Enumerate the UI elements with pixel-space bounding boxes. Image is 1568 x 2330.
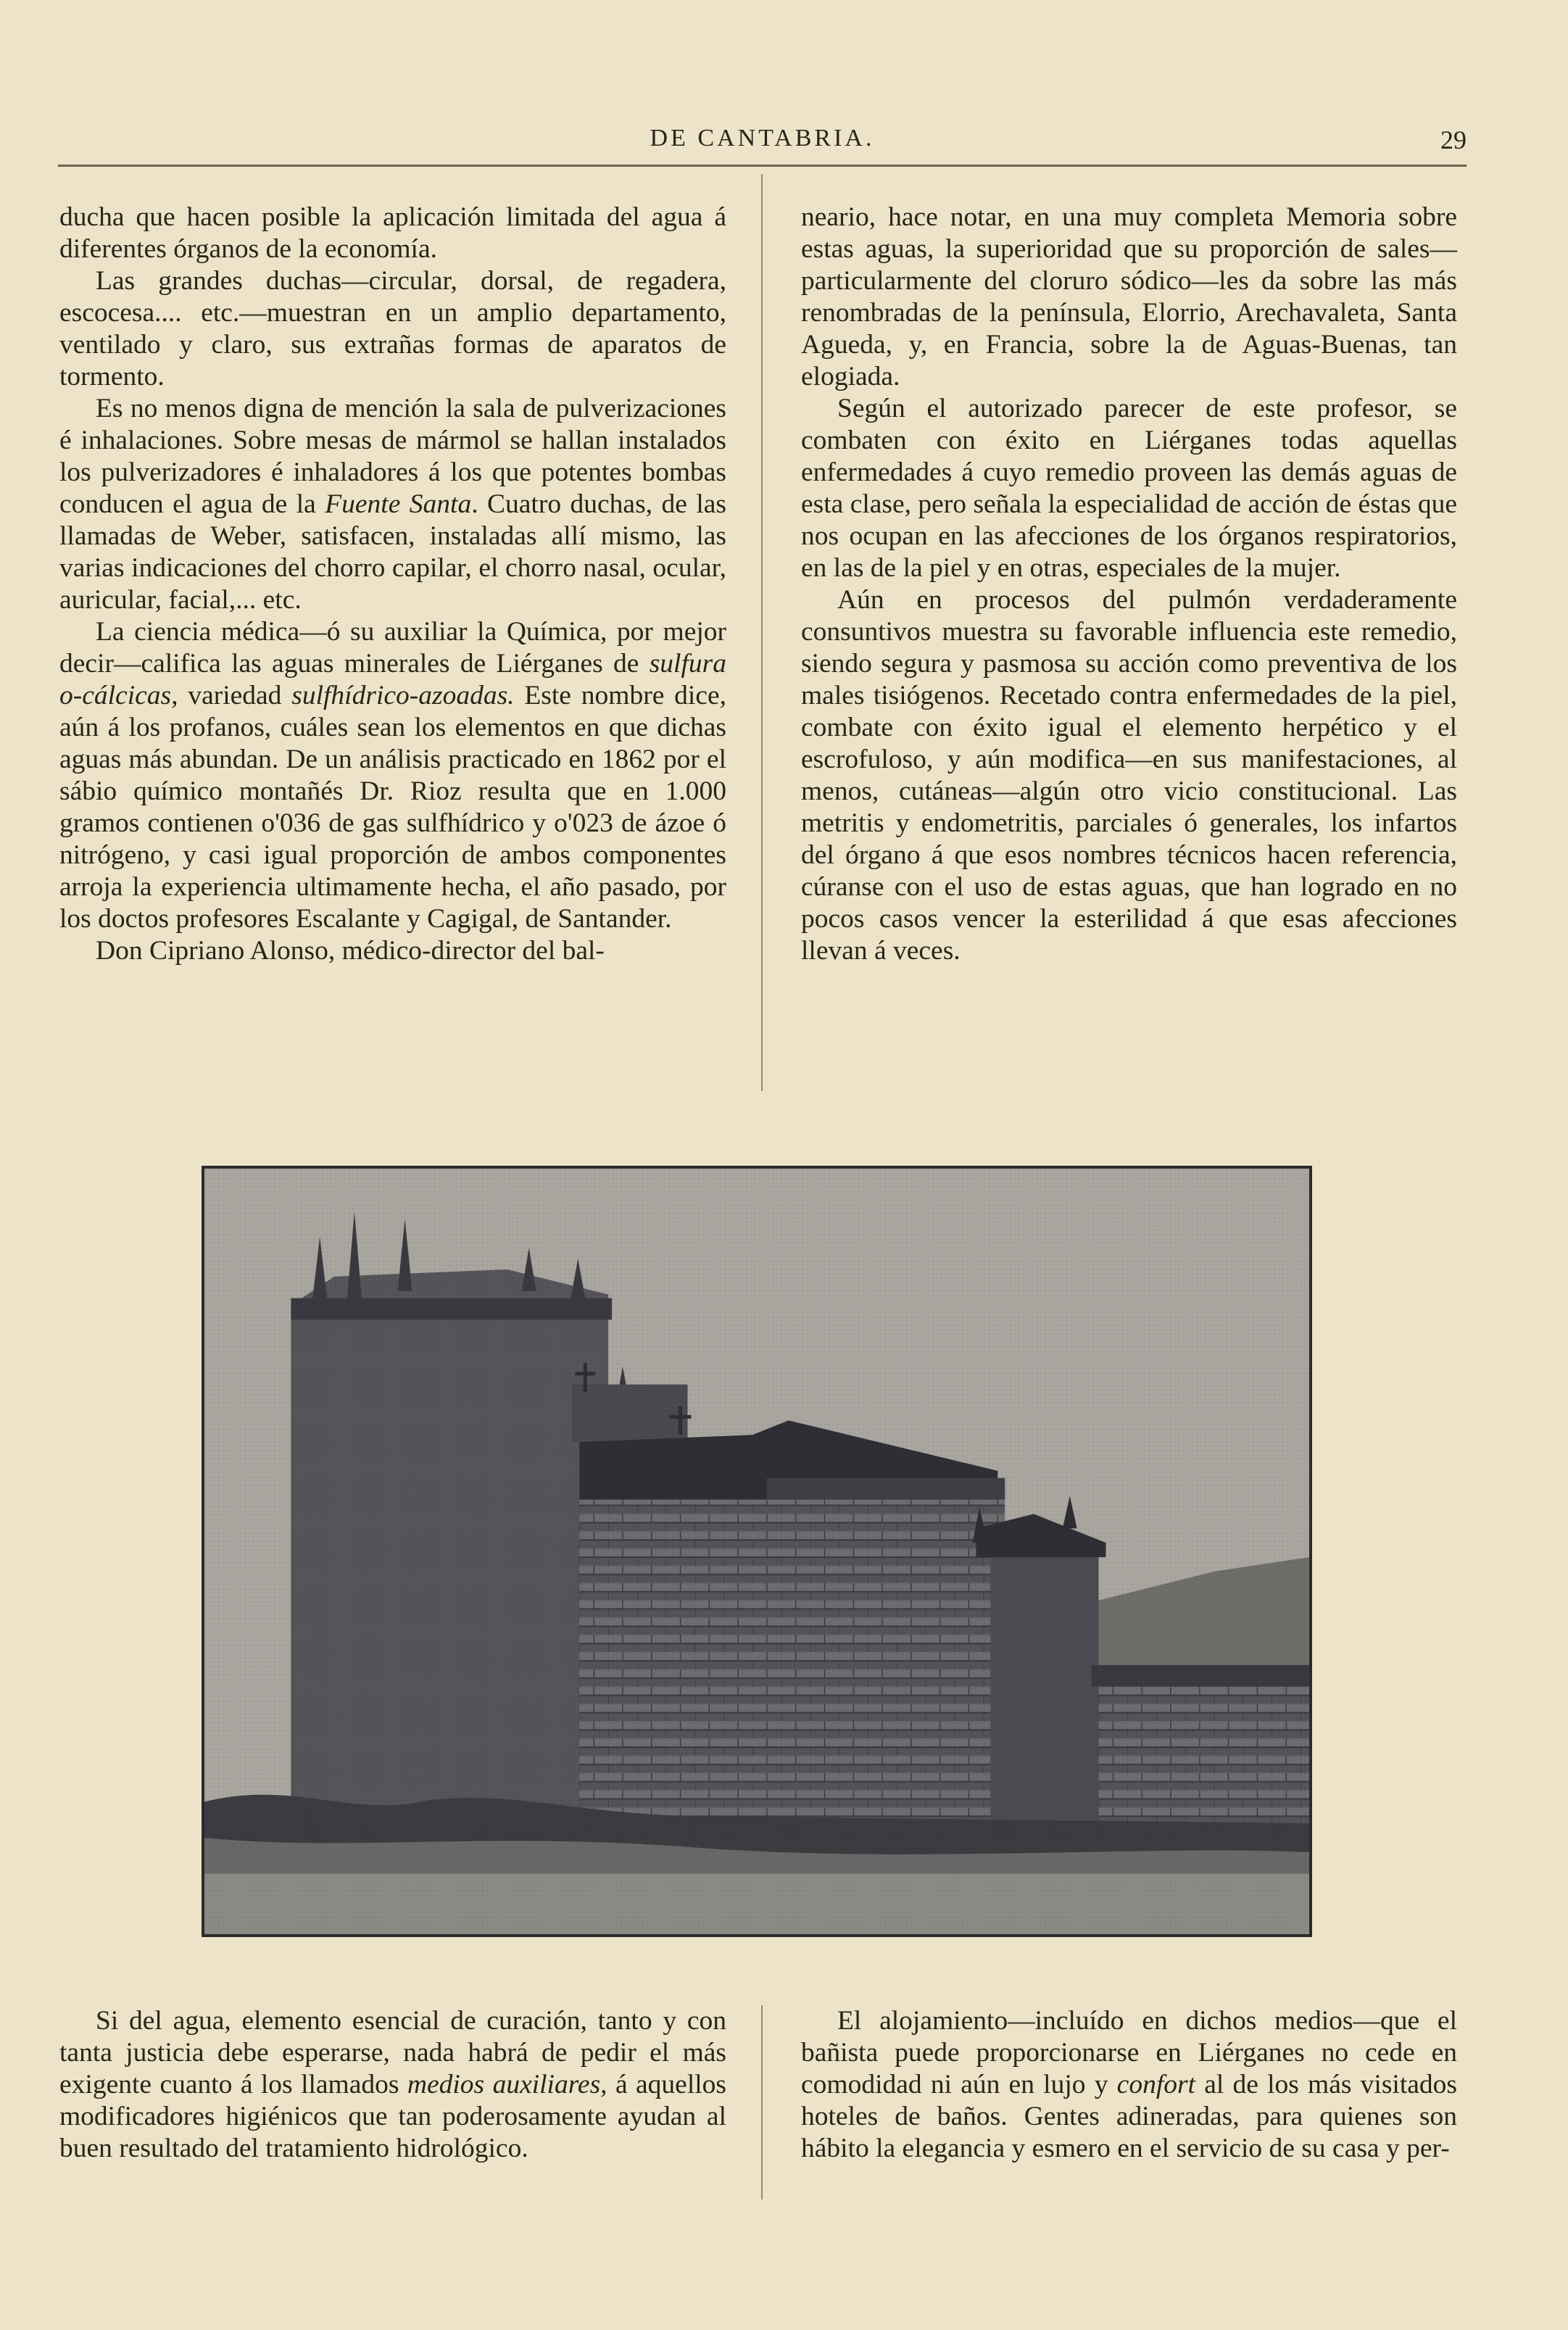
running-header xyxy=(58,125,1467,168)
paragraph: Aún en procesos del pulmón verdaderamente consuntivos muestra su favorable influencia este remedio, siendo segura y pasmosa su acción como preventiva de los males tisiógenos. Recetado contra enfermedades de la piel, combate con éxito igual el elemento herpético y el escrofuloso, y aún modifica—en sus manifestaciones, al menos, cutáneas—algún otro vicio constitucional. Las metritis y endometritis, parciales ó generales, los infartos del órgano á que esos nombres técnicos hacen referencia, cúranse con el uso de estas aguas, que han logrado en no pocos casos vencer la esterilidad á que esas afecciones llevan á veces. xyxy=(801,585,1457,966)
paragraph: ducha que hacen posible la aplicación limitada del agua á diferentes órganos de la economía. xyxy=(59,202,726,264)
right-column-top xyxy=(801,202,1457,967)
page-number: 29 xyxy=(1440,125,1467,154)
column-divider xyxy=(761,2005,763,2200)
paragraph: El alojamiento—incluído en dichos medios—que el bañista puede proporcionarse en Liérganes no cede en comodidad ni aún en lujo y confort al de los más visitados hoteles de baños. Gentes adineradas, para quienes son hábito la elegancia y esmero en el servicio de su casa y per- xyxy=(801,2006,1458,2163)
paragraph: Don Cipriano Alonso, médico-director del bal- xyxy=(96,936,605,966)
column-divider xyxy=(761,174,763,1091)
emphasis: sulfura o-cálcicas, xyxy=(59,649,726,710)
emphasis: Fuente Santa xyxy=(325,489,472,519)
paragraph: Según el autorizado parecer de este profesor, se combaten con éxito en Liérganes todas aquellas enfermedades á cuyo remedio proveen las demás aguas de esta clase, pero señala la especialidad de acción de éstas que nos ocupan en las afecciones de los órganos respiratorios, en las de la piel y en otras, especiales de la mujer. xyxy=(801,394,1457,583)
paragraph: Las grandes duchas—circular, dorsal, de regadera, escocesa.... etc.—muestran en un amplio departamento, ventilado y claro, sus extrañas formas de aparatos de tormento. xyxy=(59,266,726,391)
emphasis: medios auxiliares, xyxy=(407,2070,607,2099)
header-rule xyxy=(58,165,1467,167)
left-column-bottom xyxy=(59,2005,726,2165)
header-title: DE CANTABRIA. xyxy=(650,125,875,152)
paragraph: La ciencia médica—ó su auxiliar la Química, por mejor decir—califica las aguas minerales de Liérganes de sulfura o-cálcicas, variedad sulfhídrico-azoadas. Este nombre dice, aún á los profanos, cuáles sean los elementos en que dichas aguas más abundan. De un análisis practicado en 1862 por el sábio químico montañés Dr. Rioz resulta que en 1.000 gramos contienen o'036 de gas sulfhídrico y o'023 de ázoe ó nitrógeno, y casi igual proporción de ambos componentes arroja la experiencia ultimamente hecha, el año pasado, por los doctos profesores Escalante y Cagigal, de Santander. xyxy=(59,617,727,934)
church-photograph xyxy=(202,1166,1312,1937)
emphasis: sulfhídrico-azoadas. xyxy=(291,681,515,710)
paragraph: neario, hace notar, en una muy completa Memoria sobre estas aguas, la superioridad que su proporción de sales—particularmente del cloruro sódico—les da sobre las más renombradas de la península, Elorrio, Arechavaleta, Santa Agueda, y, en Francia, sobre la de Aguas-Buenas, tan elogiada. xyxy=(801,202,1457,391)
church-photograph-icon xyxy=(204,1169,1309,1934)
left-column-top xyxy=(59,202,726,967)
emphasis: confort xyxy=(1116,2070,1195,2099)
paragraph: Si del agua, elemento esencial de curación, tanto y con tanta justicia debe esperarse, nada habrá de pedir el más exigente cuanto á los llamados medios auxiliares, á aquellos modificadores higiénicos que tan poderosamente ayudan al buen resultado del tratamiento hidrológico. xyxy=(59,2006,727,2163)
paragraph: Es no menos digna de mención la sala de pulverizaciones é inhalaciones. Sobre mesas de mármol se hallan instalados los pulverizadores é inhaladores á los que potentes bombas conducen el agua de la Fuente Santa. Cuatro duchas, de las llamadas de Weber, satisfacen, instaladas allí mismo, las varias indicaciones del chorro capilar, el chorro nasal, ocular, auricular, facial,... etc. xyxy=(59,394,726,615)
right-column-bottom xyxy=(801,2005,1457,2165)
